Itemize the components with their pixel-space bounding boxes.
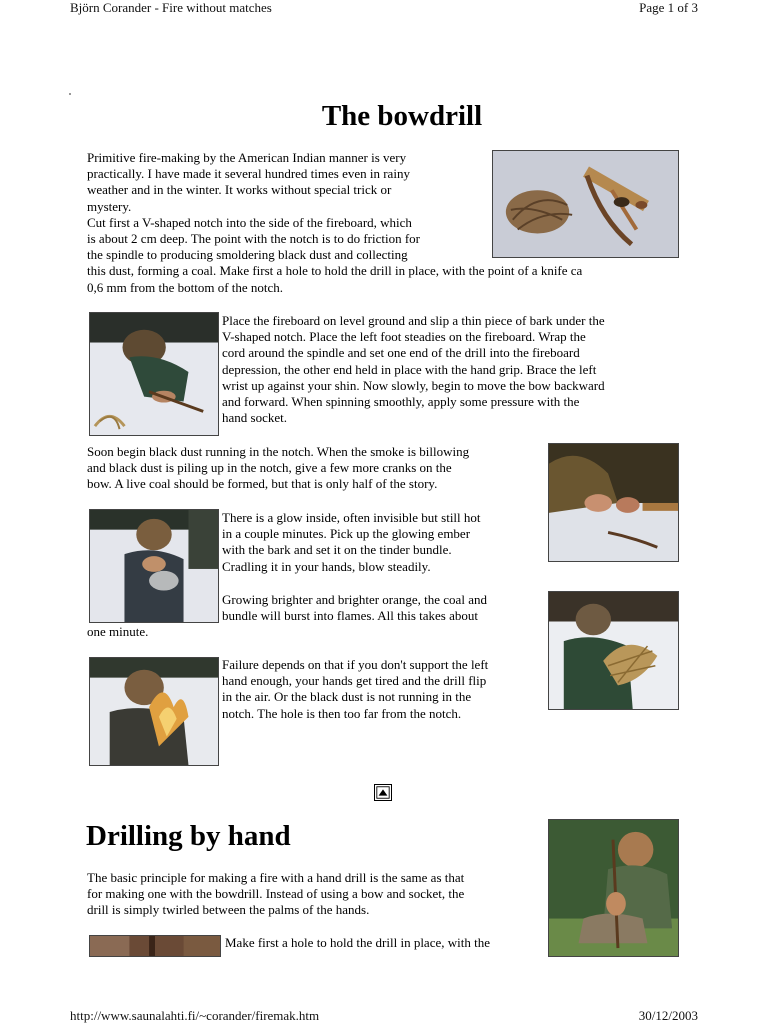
footer-date: 30/12/2003 [638,1008,698,1023]
section-title-bowdrill: The bowdrill [321,100,483,132]
hand-drill-intro-paragraph: The basic principle for making a fire with a hand drill is the same as that for making one with the bowdrill. Instead of using a bow and socket, the drill is simply twirled between the palms of the hands. [87,870,465,918]
photo-flames [89,657,219,766]
photo-tinder-bundle [548,591,679,710]
document-header-title: Björn Corander - Fire without matches [70,0,272,15]
photo-ember-closeup [548,443,679,562]
glow-paragraph: There is a glow inside, often invisible but still hot in a couple minutes. Pick up the glowing ember with the bark and set it on the tinder bundle. Cradling it in your hands, blow steadily. [222,510,481,574]
back-to-top-button[interactable] [374,784,392,801]
section-title-drilling-by-hand: Drilling by hand [86,820,291,852]
black-dust-paragraph: Soon begin black dust running in the notch. When the smoke is billowing and black dust is piling up in the notch, give a few more cranks on the bow. A live coal should be formed, but that is only half of the story. [87,444,470,492]
photo-hand-drill-partial [89,935,221,957]
flames-paragraph: Growing brighter and brighter orange, the coal and bundle will burst into flames. All this takes about one minute. [87,592,487,640]
hand-drill-hole-paragraph: Make first a hole to hold the drill in place, with the [225,935,490,950]
stray-dot [69,93,71,95]
bowdrill-intro-paragraph: Primitive fire-making by the American Indian manner is very practically. I have made it several hundred times even in rainy weather and in the winter. It works without special trick or mystery. Cut first a V-shaped notch into the side of the fireboard, which is about 2 cm deep. The point with the notch is to do friction for the spindle to producing smoldering black dust and collecting this dust, forming a coal. Make first a hole to hold the drill in place, with the point of a knife ca 0,6 mm from the bottom of the notch. [87,150,583,295]
photo-kneeling-bowdrill [89,312,219,436]
up-arrow-icon [375,785,391,800]
bowdrill-setup-paragraph: Place the fireboard on level ground and slip a thin piece of bark under the V-shaped notch. Place the left foot steadies on the fireboard. Wrap the cord around the spindle and set one end of the drill into the fireboard depression, the other end held in place with the hand grip. Brace the left wrist up against your shin. Now slowly, begin to move the bow backward and forward. When spinning smoothly, apply some pressure with the hand socket. [222,313,605,426]
footer-url: http://www.saunalahti.fi/~corander/firemak.htm [70,1008,320,1023]
page-number: Page 1 of 3 [639,0,698,15]
failure-paragraph: Failure depends on that if you don't support the left hand enough, your hands get tired and the drill flip in the air. Or the black dust is not running in the notch. The hole is then too far from the notch. [222,657,489,721]
photo-hand-drill [548,819,679,957]
